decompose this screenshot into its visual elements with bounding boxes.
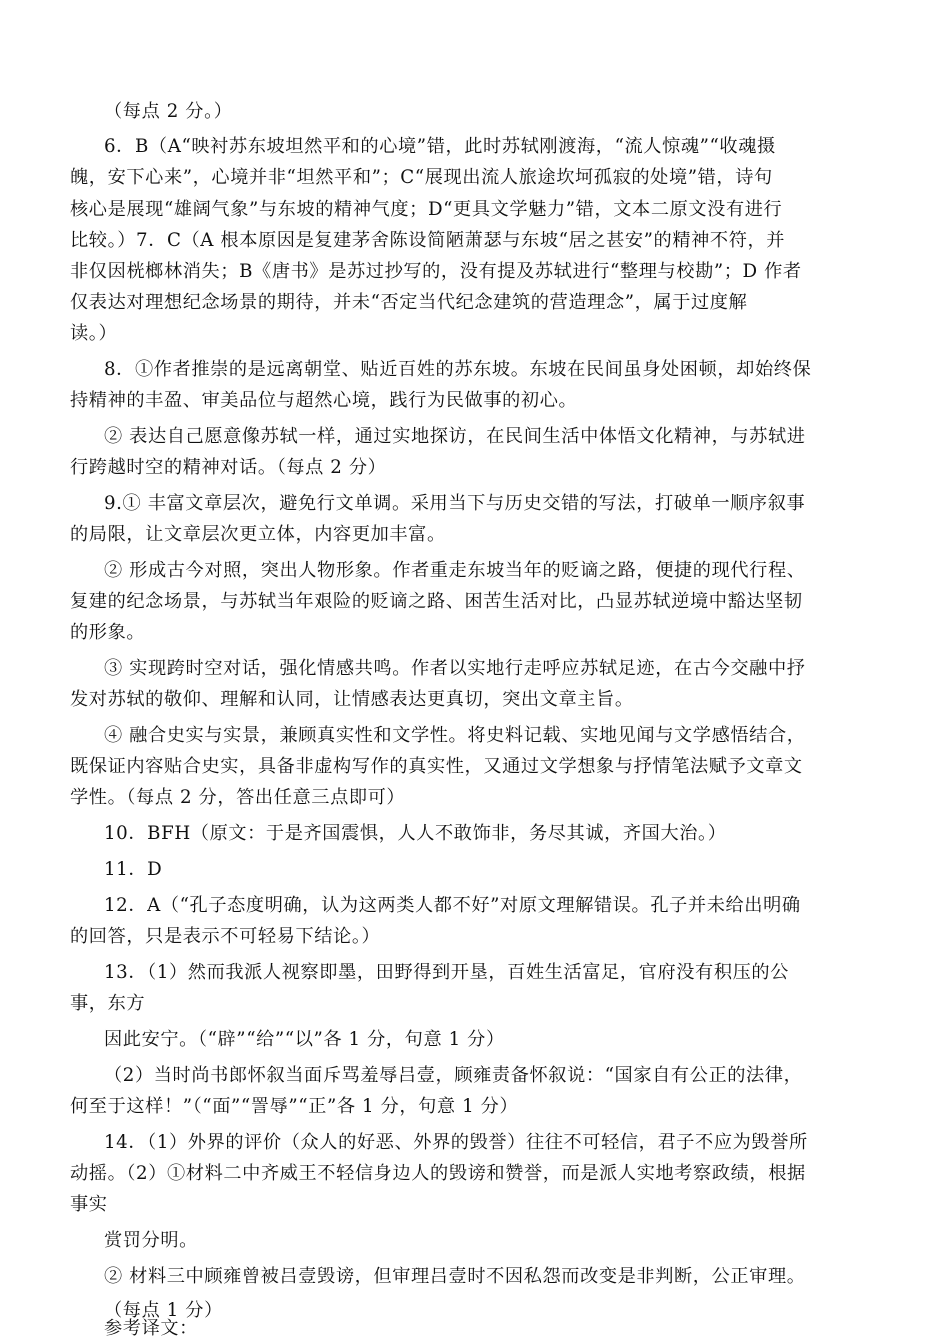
text-line: 读。） [70, 323, 118, 344]
text-line: 6．B（A“映衬苏东坡坦然平和的心境”错，此时苏轼刚渡海，“流人惊魂”“收魂摄 [104, 136, 776, 157]
text-line: 的回答，只是表示不可轻易下结论。） [70, 926, 381, 947]
text-line: 复建的纪念场景，与苏轼当年艰险的贬谪之路、困苦生活对比，凸显苏轼逆境中豁达坚韧 [70, 591, 803, 612]
text-line: 非仅因桄榔林消失；B《唐书》是苏过抄写的，没有提及苏轼进行“整理与校勘”；D 作者 [70, 261, 802, 282]
text-line: 魄，安下心来”，心境并非“坦然平和”；C“展现出流人旅途坎坷孤寂的处境”错，诗句 [70, 167, 773, 188]
text-line: 13．（1）然而我派人视察即墨，田野得到开垦，百姓生活富足，官府没有积压的公 [104, 962, 789, 983]
text-line: 的局限，让文章层次更立体，内容更加丰富。 [70, 524, 446, 545]
text-line: ④ 融合史实与实景，兼顾真实性和文学性。将史料记载、实地见闻与文学感悟结合， [104, 725, 806, 746]
text-line: 赏罚分明。 [104, 1230, 198, 1251]
text-line: 参考译文： [104, 1318, 198, 1339]
text-line: 10．BFH（原文：于是齐国震惧，人人不敢饰非，务尽其诚，齐国大治。） [104, 823, 727, 844]
text-line: 8．①作者推崇的是远离朝堂、贴近百姓的苏东坡。东坡在民间虽身处困顿，却始终保 [104, 359, 812, 380]
text-line: 行跨越时空的精神对话。（每点 2 分） [70, 457, 387, 478]
text-line: 比较。）7．C（A 根本原因是复建茅舍陈设简陋萧瑟与东坡“居之甚安”的精神不符，并 [70, 230, 786, 251]
text-line: 11．D [104, 859, 163, 880]
text-line: 14．（1）外界的评价（众人的好恶、外界的毁誉）往往不可轻信，君子不应为毁誉所 [104, 1132, 808, 1153]
text-line: 持精神的丰盈、审美品位与超然心境，践行为民做事的初心。 [70, 390, 578, 411]
text-line: ② 材料三中顾雍曾被吕壹毁谤，但审理吕壹时不因私怨而改变是非判断，公正审理。 [104, 1266, 806, 1287]
text-line: （每点 2 分。） [104, 101, 233, 122]
text-line: 学性。（每点 2 分，答出任意三点即可） [70, 787, 406, 808]
text-line: 何至于这样！”（“面”“詈辱”“正”各 1 分，句意 1 分） [70, 1096, 519, 1117]
text-line: ② 形成古今对照，突出人物形象。作者重走东坡当年的贬谪之路，便捷的现代行程、 [104, 560, 806, 581]
text-line: ② 表达自己愿意像苏轼一样，通过实地探访，在民间生活中体悟文化精神，与苏轼进 [104, 426, 806, 447]
text-line: ③ 实现跨时空对话，强化情感共鸣。作者以实地行走呼应苏轼足迹，在古今交融中抒 [104, 658, 806, 679]
text-line: 因此安宁。（“辟”“给”“以”各 1 分，句意 1 分） [104, 1029, 505, 1050]
text-line: 发对苏轼的敬仰、理解和认同，让情感表达更真切，突出文章主旨。 [70, 689, 634, 710]
text-line: 9.① 丰富文章层次，避免行文单调。采用当下与历史交错的写法，打破单一顺序叙事 [104, 493, 806, 514]
text-line: 事实 [70, 1194, 108, 1215]
text-line: 仅表达对理想纪念场景的期待，并未“否定当代纪念建筑的营造理念”，属于过度解 [70, 292, 748, 313]
text-line: 动摇。（2）①材料二中齐威王不轻信身边人的毁谤和赞誉，而是派人实地考察政绩，根据 [70, 1163, 806, 1184]
text-line: 事，东方 [70, 993, 146, 1014]
text-line: （每点 1 分） [104, 1300, 223, 1321]
text-line: （2）当时尚书郎怀叙当面斥骂羞辱吕壹，顾雍责备怀叙说：“国家自有公正的法律， [104, 1065, 803, 1086]
text-line: 核心是展现“雄阔气象”与东坡的精神气度；D“更具文学魅力”错，文本二原文没有进行 [70, 199, 783, 220]
text-line: 既保证内容贴合史实，具备非虚构写作的真实性，又通过文学想象与抒情笔法赋予文章文 [70, 756, 803, 777]
text-line: 的形象。 [70, 622, 146, 643]
text-line: 12．A（“孔子态度明确，认为这两类人都不好”对原文理解错误。孔子并未给出明确 [104, 895, 801, 916]
